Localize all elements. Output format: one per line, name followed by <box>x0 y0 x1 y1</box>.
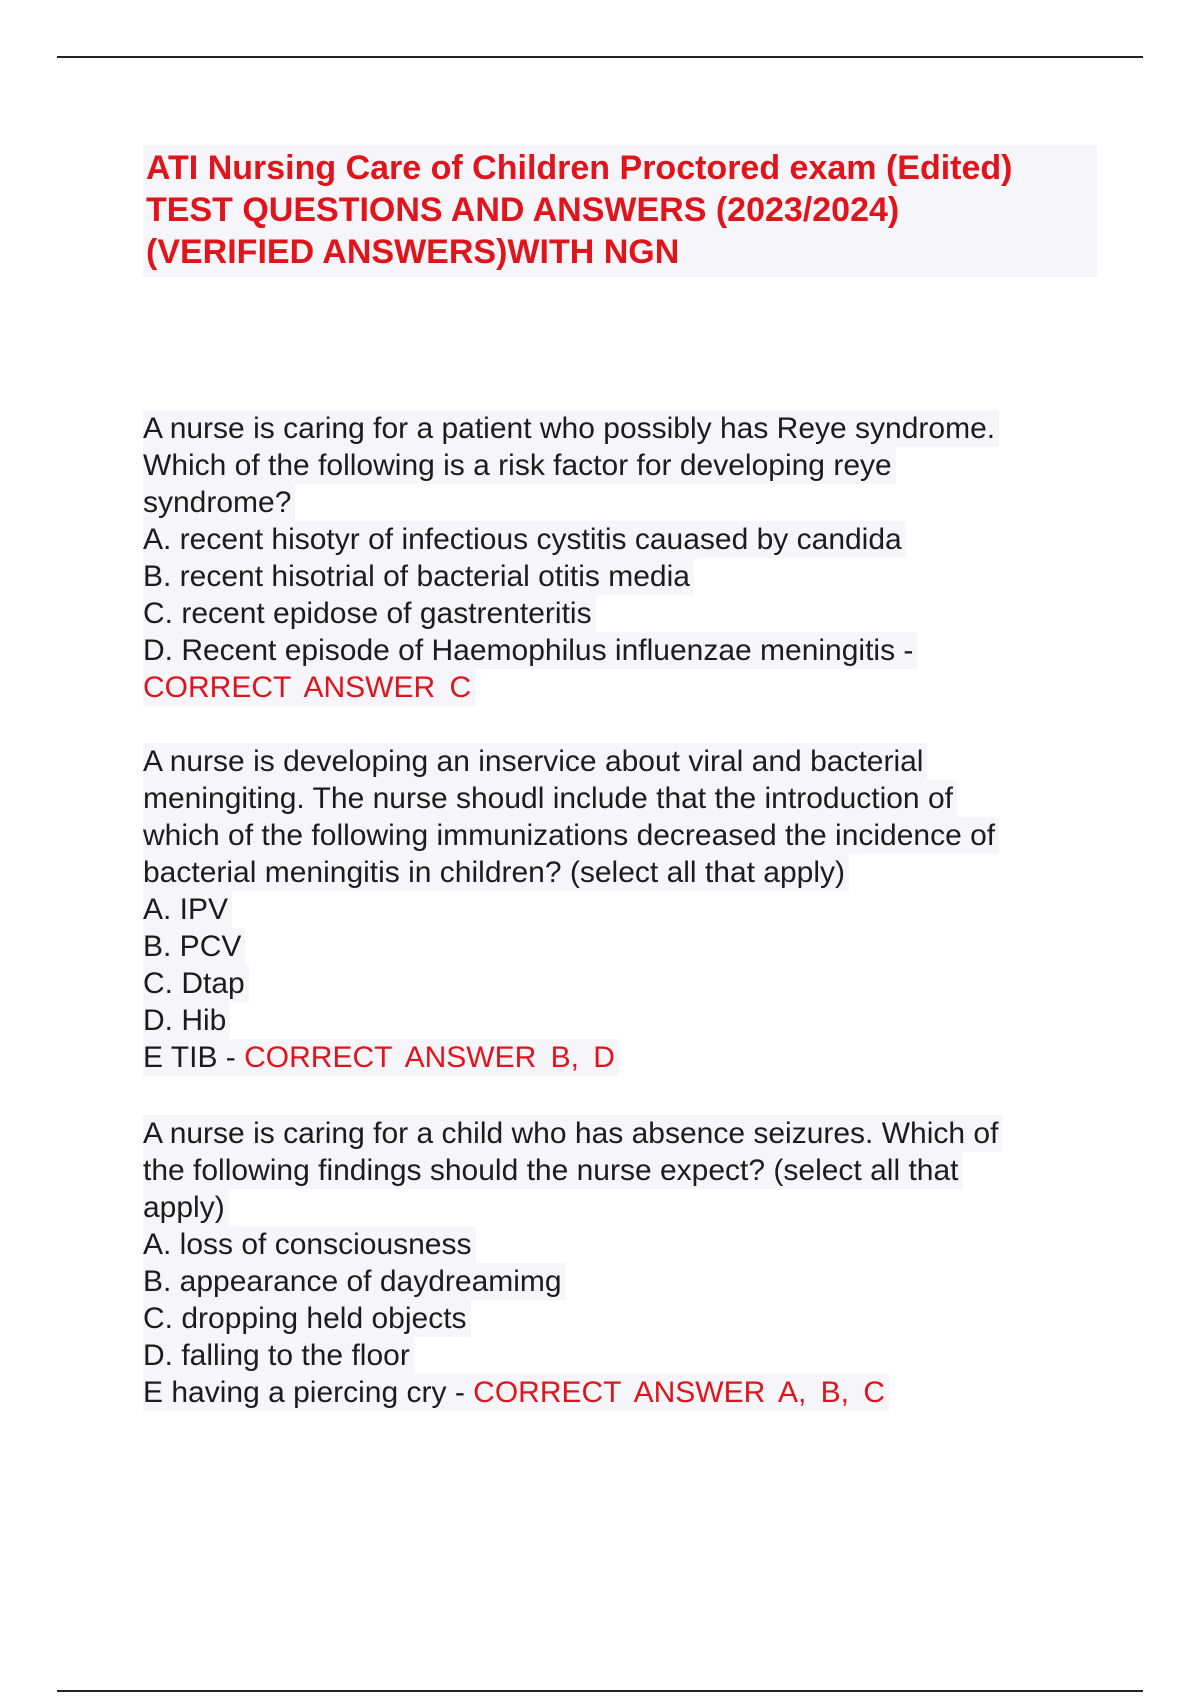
question-2 <box>143 743 1083 1076</box>
option-e-prefix: E TIB - <box>143 1041 245 1074</box>
correct-answer-line <box>143 669 1083 706</box>
correct-answer: CORRECT ANSWER A, B, C <box>473 1376 886 1409</box>
option-d: D. Hib <box>143 1002 1083 1039</box>
question-3 <box>143 1115 1083 1411</box>
option-c: C. dropping held objects <box>143 1300 1083 1337</box>
question-stem-line: Which of the following is a risk factor for developing reye <box>143 447 1083 484</box>
option-a: A. loss of consciousness <box>143 1226 1083 1263</box>
title-line-3: (VERIFIED ANSWERS)WITH NGN <box>146 233 680 271</box>
correct-answer-line <box>143 1374 1083 1411</box>
question-stem-line: the following findings should the nurse expect? (select all that <box>143 1152 1083 1189</box>
question-stem-line: A nurse is caring for a patient who possibly has Reye syndrome. <box>143 410 1083 447</box>
correct-answer-line <box>143 1039 1083 1076</box>
option-c: C. recent epidose of gastrenteritis <box>143 595 1083 632</box>
option-a: A. recent hisotyr of infectious cystitis cauased by candida <box>143 521 1083 558</box>
title-line-2: TEST QUESTIONS AND ANSWERS (2023/2024) <box>146 191 900 229</box>
title-line-1: ATI Nursing Care of Children Proctored exam (Edited) <box>146 149 1013 187</box>
option-b: B. appearance of daydreamimg <box>143 1263 1083 1300</box>
option-a: A. IPV <box>143 891 1083 928</box>
top-rule <box>57 56 1143 58</box>
question-stem-line: apply) <box>143 1189 1083 1226</box>
question-stem-line: A nurse is caring for a child who has absence seizures. Which of <box>143 1115 1083 1152</box>
question-stem-line: bacterial meningitis in children? (select all that apply) <box>143 854 1083 891</box>
question-stem-line: meningiting. The nurse shoudl include that the introduction of <box>143 780 1083 817</box>
question-1 <box>143 410 1083 706</box>
question-stem-line: which of the following immunizations decreased the incidence of <box>143 817 1083 854</box>
option-d: D. Recent episode of Haemophilus influenzae meningitis - <box>143 632 1083 669</box>
question-stem-line: A nurse is developing an inservice about viral and bacterial <box>143 743 1083 780</box>
correct-answer: CORRECT ANSWER B, D <box>244 1041 615 1074</box>
option-b: B. PCV <box>143 928 1083 965</box>
question-stem-line: syndrome? <box>143 484 1083 521</box>
document-title <box>143 145 1097 277</box>
option-b: B. recent hisotrial of bacterial otitis media <box>143 558 1083 595</box>
correct-answer: CORRECT ANSWER C <box>143 671 472 704</box>
option-e-prefix: E having a piercing cry - <box>143 1376 474 1409</box>
bottom-rule <box>57 1690 1143 1692</box>
option-c: C. Dtap <box>143 965 1083 1002</box>
option-d: D. falling to the floor <box>143 1337 1083 1374</box>
